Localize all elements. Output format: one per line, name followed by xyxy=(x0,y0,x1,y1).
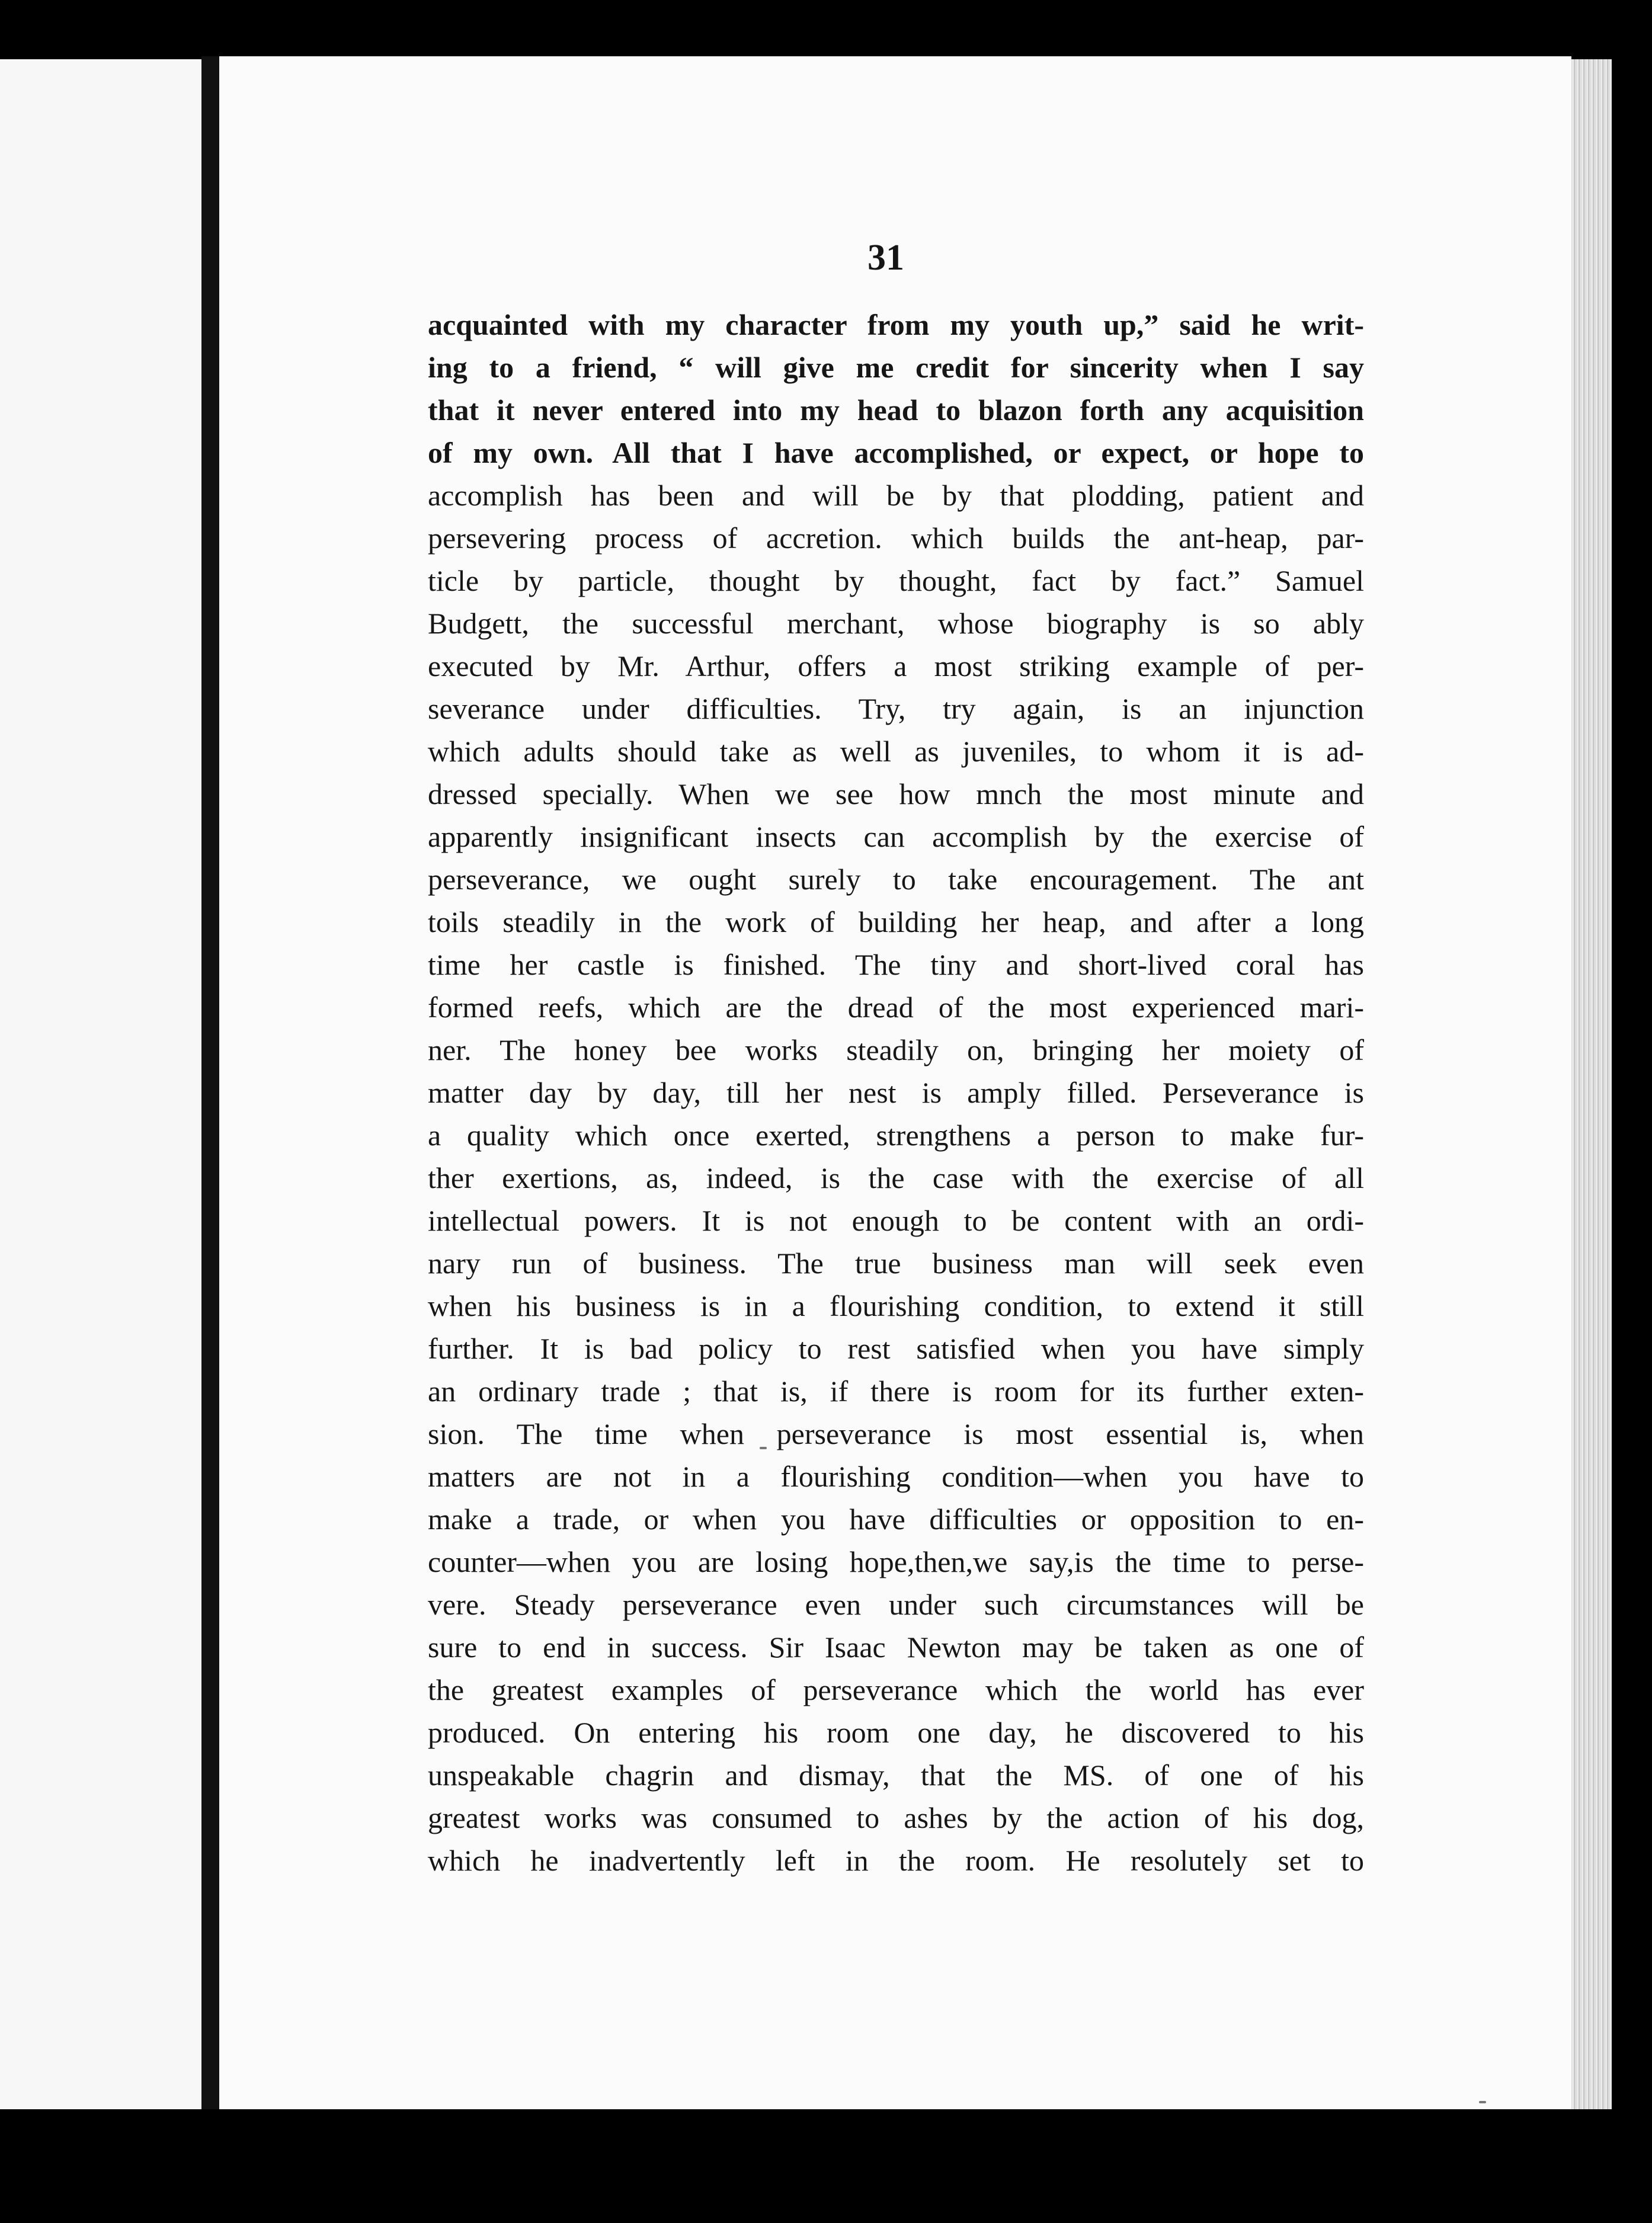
text-line: unspeakable chagrin and dismay, that the MS. of one of his xyxy=(428,1758,1364,1792)
text-line: an ordinary trade ; that is, if there is room for its further exten- xyxy=(428,1375,1364,1408)
text-line: apparently insignificant insects can accomplish by the exercise of xyxy=(428,820,1364,853)
text-line: which adults should take as well as juveniles, to whom it is ad- xyxy=(428,735,1364,768)
text-line: perseverance, we ought surely to take encouragement. The ant xyxy=(428,863,1364,896)
text-line: accomplish has been and will be by that plodding, patient and xyxy=(428,479,1364,512)
text-line: ing to a friend, “ will give me credit for sincerity when I say xyxy=(428,351,1364,384)
page-fore-edge xyxy=(1571,59,1612,2109)
text-line: toils steadily in the work of building her heap, and after a long xyxy=(428,905,1364,938)
scan-border-right xyxy=(1612,56,1652,2112)
scan-border-bottom xyxy=(0,2109,1652,2223)
text-line: formed reefs, which are the dread of the most experienced mari- xyxy=(428,991,1364,1024)
text-line: ticle by particle, thought by thought, fact by fact.” Samuel xyxy=(428,564,1364,597)
text-line: sion. The time when perseverance is most essential is, when xyxy=(428,1417,1364,1450)
body-text xyxy=(428,303,1364,1882)
text-line: intellectual powers. It is not enough to be content with an ordi- xyxy=(428,1204,1364,1237)
text-line: a quality which once exerted, strengthens a person to make fur- xyxy=(428,1119,1364,1152)
scan-speck xyxy=(1479,2101,1486,2103)
text-line: Budgett, the successful merchant, whose biography is so ably xyxy=(428,607,1364,640)
text-line: executed by Mr. Arthur, offers a most striking example of per- xyxy=(428,649,1364,683)
text-line: time her castle is finished. The tiny and short-lived coral has xyxy=(428,948,1364,981)
text-line: of my own. All that I have accomplished, or expect, or hope to xyxy=(428,436,1364,469)
text-line: nary run of business. The true business man will seek even xyxy=(428,1247,1364,1280)
text-line: vere. Steady perseverance even under such circumstances will be xyxy=(428,1588,1364,1621)
text-line: acquainted with my character from my youth up,” said he writ- xyxy=(428,308,1364,341)
text-line: which he inadvertently left in the room. He resolutely set to xyxy=(428,1844,1364,1877)
text-line: severance under difficulties. Try, try again, is an injunction xyxy=(428,692,1364,725)
text-line: ther exertions, as, indeed, is the case with the exercise of all xyxy=(428,1161,1364,1194)
text-line: produced. On entering his room one day, he discovered to his xyxy=(428,1716,1364,1749)
text-line: dressed specially. When we see how mnch the most minute and xyxy=(428,777,1364,811)
scan-border-top xyxy=(0,0,1652,59)
book-gutter xyxy=(201,56,219,2112)
text-line: when his business is in a flourishing condition, to extend it still xyxy=(428,1289,1364,1322)
text-line: matters are not in a flourishing condition—when you have to xyxy=(428,1460,1364,1493)
text-line: matter day by day, till her nest is amply filled. Perseverance is xyxy=(428,1076,1364,1109)
page-number: 31 xyxy=(867,238,904,278)
text-line: the greatest examples of perseverance which the world has ever xyxy=(428,1673,1364,1706)
facing-page-margin xyxy=(0,59,201,2109)
text-line: greatest works was consumed to ashes by the action of his dog, xyxy=(428,1801,1364,1834)
text-line: make a trade, or when you have difficulties or opposition to en- xyxy=(428,1503,1364,1536)
text-line: ner. The honey bee works steadily on, bringing her moiety of xyxy=(428,1033,1364,1066)
text-line: sure to end in success. Sir Isaac Newton may be taken as one of xyxy=(428,1631,1364,1664)
text-line: that it never entered into my head to blazon forth any acquisition xyxy=(428,393,1364,427)
text-line: further. It is bad policy to rest satisfied when you have simply xyxy=(428,1332,1364,1365)
text-line: persevering process of accretion. which builds the ant-heap, par- xyxy=(428,521,1364,555)
text-line: counter—when you are losing hope,then,we say,is the time to perse- xyxy=(428,1545,1364,1578)
